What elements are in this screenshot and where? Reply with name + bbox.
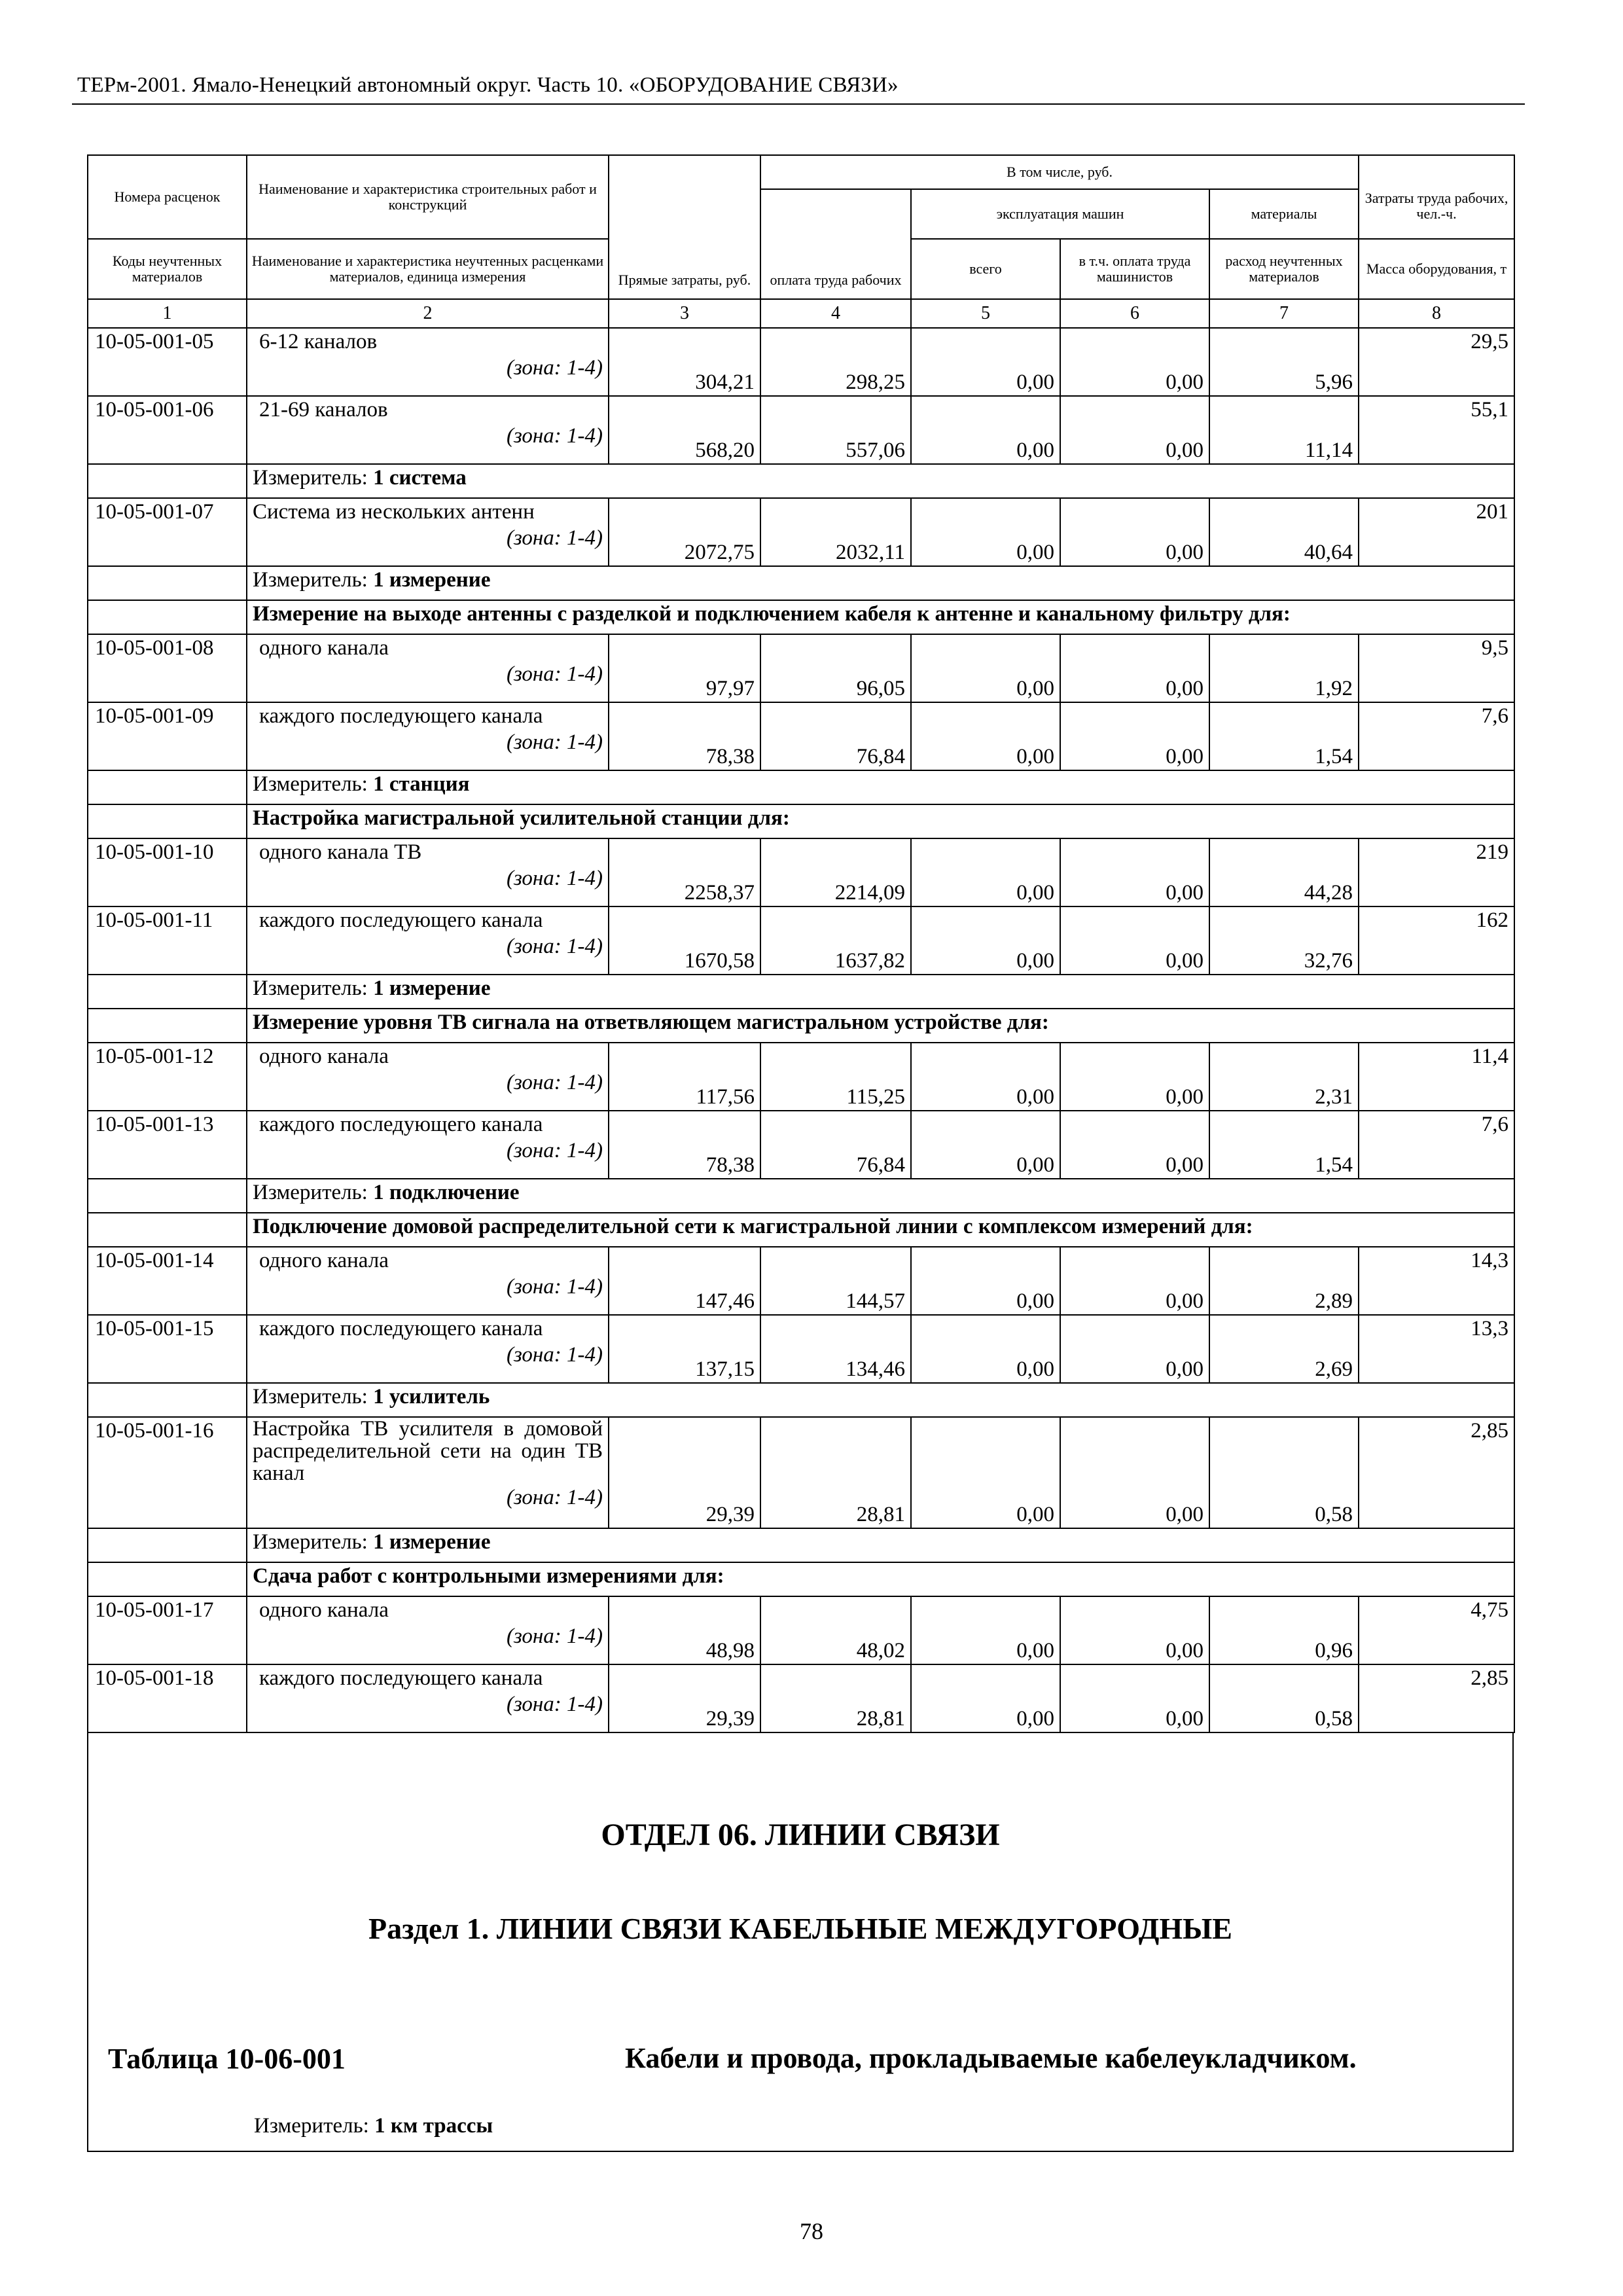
zone-label: (зона: 1-4) [506, 730, 603, 754]
value-mach-wage: 0,00 [1060, 328, 1209, 396]
value-mach-wage: 0,00 [1060, 1111, 1209, 1179]
meter-value: 1 измерение [373, 1530, 491, 1554]
col-codes-header: Коды неучтенных материалов [88, 239, 247, 299]
col-number: 7 [1209, 299, 1359, 328]
work-name-cell [247, 906, 609, 975]
meter-cell [247, 1179, 1514, 1213]
value-total: 0,00 [911, 1111, 1060, 1179]
meter-row [88, 1528, 1514, 1562]
value-materials: 0,58 [1209, 1417, 1359, 1528]
group-spacer [88, 600, 247, 634]
value-wage: 115,25 [760, 1043, 911, 1111]
meter-value: 1 станция [373, 772, 470, 796]
value-labor: 9,5 [1359, 634, 1514, 702]
work-name-cell [247, 498, 609, 566]
work-name-cell [247, 634, 609, 702]
value-materials: 2,89 [1209, 1247, 1359, 1315]
work-name: каждого последующего канала [259, 908, 543, 932]
group-heading-row [88, 804, 1514, 838]
meter-row [88, 770, 1514, 804]
meter-label: Измеритель: [253, 977, 368, 1000]
col-total-header: всего [911, 239, 1060, 299]
rate-code: 10-05-001-10 [88, 838, 247, 906]
meter-value: 1 измерение [373, 977, 491, 1000]
work-name: одного канала [259, 1249, 389, 1272]
table-row [88, 328, 1514, 396]
rate-code: 10-05-001-09 [88, 702, 247, 770]
col-number: 8 [1359, 299, 1514, 328]
meter-cell [247, 566, 1514, 600]
col-mat-use-header: расход неучтенных материалов [1209, 239, 1359, 299]
table-row [88, 396, 1514, 464]
meter-cell [247, 1528, 1514, 1562]
value-wage: 28,81 [760, 1417, 911, 1528]
value-wage: 2214,09 [760, 838, 911, 906]
meter-value: 1 усилитель [373, 1385, 490, 1408]
value-total: 0,00 [911, 328, 1060, 396]
meter-cell [247, 975, 1514, 1009]
work-name-cell [247, 1043, 609, 1111]
group-spacer [88, 1213, 247, 1247]
value-materials: 0,96 [1209, 1596, 1359, 1664]
value-materials: 32,76 [1209, 906, 1359, 975]
value-wage: 28,81 [760, 1664, 911, 1732]
work-name-cell [247, 1596, 609, 1664]
value-mach-wage: 0,00 [1060, 1315, 1209, 1383]
table-row [88, 1111, 1514, 1179]
meter-label: Измеритель: [253, 1530, 368, 1554]
table-row [88, 906, 1514, 975]
value-mach-wage: 0,00 [1060, 396, 1209, 464]
value-mach-wage: 0,00 [1060, 1596, 1209, 1664]
work-name: каждого последующего канала [259, 1317, 543, 1340]
value-wage: 76,84 [760, 702, 911, 770]
value-direct: 117,56 [609, 1043, 760, 1111]
table-row [88, 1596, 1514, 1664]
value-wage: 1637,82 [760, 906, 911, 975]
meter-cell [247, 464, 1514, 498]
value-direct: 2072,75 [609, 498, 760, 566]
meter-label: Измеритель: [254, 2114, 369, 2138]
meter-spacer [88, 1383, 247, 1417]
header-row-1 [88, 155, 1514, 189]
rate-code: 10-05-001-08 [88, 634, 247, 702]
col-mass-header: Масса оборудования, т [1359, 239, 1514, 299]
meter-row [88, 1179, 1514, 1213]
meter-value: 1 подключение [373, 1181, 520, 1204]
value-mach-wage: 0,00 [1060, 838, 1209, 906]
col-direct-header: Прямые затраты, руб. [609, 155, 760, 299]
department-heading: ОТДЕЛ 06. ЛИНИИ СВЯЗИ [601, 1818, 1000, 1852]
zone-label: (зона: 1-4) [506, 356, 603, 380]
col-name-header: Наименование и характеристика строительных работ и конструкций [247, 155, 609, 239]
value-direct: 304,21 [609, 328, 760, 396]
meter-spacer [88, 464, 247, 498]
work-name: одного канала [259, 1045, 389, 1068]
zone-label: (зона: 1-4) [506, 1486, 603, 1509]
work-name-cell [247, 838, 609, 906]
work-name: Система из нескольких антенн [253, 500, 535, 524]
meter-spacer [88, 770, 247, 804]
meter-spacer [88, 1528, 247, 1562]
page-header-title: ТЕРм-2001. Ямало-Ненецкий автономный округ. Часть 10. «ОБОРУДОВАНИЕ СВЯЗИ» [77, 73, 899, 97]
meter-spacer [88, 566, 247, 600]
rate-code: 10-05-001-13 [88, 1111, 247, 1179]
value-direct: 1670,58 [609, 906, 760, 975]
value-mach-wage: 0,00 [1060, 1664, 1209, 1732]
meter-cell [247, 770, 1514, 804]
zone-label: (зона: 1-4) [506, 662, 603, 686]
column-numbers-row [88, 299, 1514, 328]
table-row [88, 702, 1514, 770]
work-name-cell [247, 1111, 609, 1179]
value-labor: 201 [1359, 498, 1514, 566]
table-row [88, 498, 1514, 566]
col-machines-header: эксплуатация машин [911, 189, 1209, 239]
value-wage: 144,57 [760, 1247, 911, 1315]
value-mach-wage: 0,00 [1060, 1417, 1209, 1528]
value-labor: 7,6 [1359, 702, 1514, 770]
value-direct: 137,15 [609, 1315, 760, 1383]
rate-code: 10-05-001-14 [88, 1247, 247, 1315]
value-direct: 48,98 [609, 1596, 760, 1664]
meter-spacer [88, 1179, 247, 1213]
value-total: 0,00 [911, 1417, 1060, 1528]
group-heading: Измерение на выходе антенны с разделкой и подключением кабеля к антенне и канальному фильтру для: [247, 600, 1514, 634]
value-materials: 5,96 [1209, 328, 1359, 396]
meter-label: Измеритель: [253, 772, 368, 796]
group-heading: Сдача работ с контрольными измерениями для: [247, 1562, 1514, 1596]
col-mat-name-header: Наименование и характеристика неучтенных расценками материалов, единица измерения [247, 239, 609, 299]
value-total: 0,00 [911, 634, 1060, 702]
col-number: 1 [88, 299, 247, 328]
header-rule [72, 103, 1525, 105]
table-row [88, 1417, 1514, 1528]
work-name: каждого последующего канала [259, 704, 543, 728]
table-row [88, 1664, 1514, 1732]
table-row [88, 1043, 1514, 1111]
col-number: 4 [760, 299, 911, 328]
work-name-cell [247, 1417, 609, 1528]
zone-label: (зона: 1-4) [506, 1343, 603, 1367]
zone-label: (зона: 1-4) [506, 526, 603, 550]
value-wage: 2032,11 [760, 498, 911, 566]
value-materials: 44,28 [1209, 838, 1359, 906]
zone-label: (зона: 1-4) [506, 1624, 603, 1648]
work-name-cell [247, 396, 609, 464]
group-spacer [88, 804, 247, 838]
meter-row [88, 566, 1514, 600]
work-name-cell [247, 1315, 609, 1383]
value-direct: 29,39 [609, 1417, 760, 1528]
rate-code: 10-05-001-16 [88, 1417, 247, 1528]
rate-code: 10-05-001-15 [88, 1315, 247, 1383]
meter-value: 1 км трассы [374, 2114, 493, 2138]
value-materials: 1,92 [1209, 634, 1359, 702]
value-total: 0,00 [911, 838, 1060, 906]
value-materials: 0,58 [1209, 1664, 1359, 1732]
work-name: Настройка ТВ усилителя в домовой распределительной сети на один ТВ канал [253, 1417, 603, 1485]
value-total: 0,00 [911, 396, 1060, 464]
value-total: 0,00 [911, 1596, 1060, 1664]
value-materials: 1,54 [1209, 1111, 1359, 1179]
work-name: каждого последующего канала [259, 1113, 543, 1136]
value-labor: 55,1 [1359, 396, 1514, 464]
col-number: 5 [911, 299, 1060, 328]
value-wage: 76,84 [760, 1111, 911, 1179]
zone-label: (зона: 1-4) [506, 1693, 603, 1716]
group-spacer [88, 1009, 247, 1043]
col-number: 2 [247, 299, 609, 328]
work-name-cell [247, 1664, 609, 1732]
value-materials: 2,69 [1209, 1315, 1359, 1383]
zone-label: (зона: 1-4) [506, 1275, 603, 1299]
col-mach-wage-header: в т.ч. оплата труда машинистов [1060, 239, 1209, 299]
rate-code: 10-05-001-17 [88, 1596, 247, 1664]
work-name: одного канала ТВ [259, 840, 422, 864]
section-heading: Раздел 1. ЛИНИИ СВЯЗИ КАБЕЛЬНЫЕ МЕЖДУГОРОДНЫЕ [368, 1912, 1232, 1945]
work-name: одного канала [259, 636, 389, 660]
meter-cell [247, 1383, 1514, 1417]
meter-value: 1 система [373, 466, 467, 490]
col-rate-no-header: Номера расценок [88, 155, 247, 239]
value-direct: 147,46 [609, 1247, 760, 1315]
work-name: 21-69 каналов [259, 398, 388, 422]
value-materials: 2,31 [1209, 1043, 1359, 1111]
col-number: 3 [609, 299, 760, 328]
table-row [88, 1247, 1514, 1315]
col-wage-header: оплата труда рабочих [760, 189, 911, 299]
value-direct: 97,97 [609, 634, 760, 702]
work-name: одного канала [259, 1598, 389, 1622]
value-labor: 219 [1359, 838, 1514, 906]
value-wage: 48,02 [760, 1596, 911, 1664]
value-labor: 162 [1359, 906, 1514, 975]
meter-label: Измеритель: [253, 1385, 368, 1408]
value-total: 0,00 [911, 702, 1060, 770]
group-heading: Измерение уровня ТВ сигнала на ответвляющем магистральном устройстве для: [247, 1009, 1514, 1043]
zone-label: (зона: 1-4) [506, 935, 603, 958]
col-incl-header: В том числе, руб. [760, 155, 1359, 189]
rate-code: 10-05-001-18 [88, 1664, 247, 1732]
meter-label: Измеритель: [253, 568, 368, 592]
zone-label: (зона: 1-4) [506, 424, 603, 448]
value-labor: 13,3 [1359, 1315, 1514, 1383]
group-heading-row [88, 600, 1514, 634]
value-mach-wage: 0,00 [1060, 1043, 1209, 1111]
meter-value: 1 измерение [373, 568, 491, 592]
group-heading-row [88, 1009, 1514, 1043]
value-mach-wage: 0,00 [1060, 634, 1209, 702]
value-labor: 2,85 [1359, 1417, 1514, 1528]
value-direct: 2258,37 [609, 838, 760, 906]
work-name: 6-12 каналов [259, 330, 378, 353]
value-materials: 11,14 [1209, 396, 1359, 464]
value-direct: 568,20 [609, 396, 760, 464]
zone-label: (зона: 1-4) [506, 867, 603, 890]
table-row [88, 1315, 1514, 1383]
value-total: 0,00 [911, 1315, 1060, 1383]
meter-row [88, 1383, 1514, 1417]
value-wage: 557,06 [760, 396, 911, 464]
group-heading: Настройка магистральной усилительной станции для: [247, 804, 1514, 838]
value-materials: 1,54 [1209, 702, 1359, 770]
col-materials-header: материалы [1209, 189, 1359, 239]
value-labor: 11,4 [1359, 1043, 1514, 1111]
value-mach-wage: 0,00 [1060, 1247, 1209, 1315]
page-number: 78 [800, 2218, 823, 2244]
value-total: 0,00 [911, 1247, 1060, 1315]
value-direct: 29,39 [609, 1664, 760, 1732]
value-labor: 7,6 [1359, 1111, 1514, 1179]
value-total: 0,00 [911, 498, 1060, 566]
table-title: Кабели и провода, прокладываемые кабелеукладчиком. [625, 2042, 1357, 2074]
rate-code: 10-05-001-05 [88, 328, 247, 396]
value-labor: 14,3 [1359, 1247, 1514, 1315]
zone-label: (зона: 1-4) [506, 1139, 603, 1162]
zone-label: (зона: 1-4) [506, 1071, 603, 1094]
value-total: 0,00 [911, 1043, 1060, 1111]
col-number: 6 [1060, 299, 1209, 328]
meter-row [88, 975, 1514, 1009]
rate-code: 10-05-001-12 [88, 1043, 247, 1111]
work-name: каждого последующего канала [259, 1666, 543, 1690]
rate-code: 10-05-001-07 [88, 498, 247, 566]
work-name-cell [247, 702, 609, 770]
table-meter [254, 2114, 493, 2138]
meter-row [88, 464, 1514, 498]
group-heading-row [88, 1213, 1514, 1247]
value-wage: 298,25 [760, 328, 911, 396]
table-number: Таблица 10-06-001 [108, 2043, 346, 2075]
value-mach-wage: 0,00 [1060, 498, 1209, 566]
value-labor: 29,5 [1359, 328, 1514, 396]
rate-code: 10-05-001-06 [88, 396, 247, 464]
value-direct: 78,38 [609, 1111, 760, 1179]
work-name-cell [247, 328, 609, 396]
value-mach-wage: 0,00 [1060, 906, 1209, 975]
rates-table [87, 154, 1515, 1733]
table-row [88, 634, 1514, 702]
value-labor: 2,85 [1359, 1664, 1514, 1732]
value-labor: 4,75 [1359, 1596, 1514, 1664]
group-spacer [88, 1562, 247, 1596]
value-total: 0,00 [911, 1664, 1060, 1732]
value-materials: 40,64 [1209, 498, 1359, 566]
group-heading: Подключение домовой распределительной сети к магистральной линии с комплексом измерений для: [247, 1213, 1514, 1247]
col-labor-header: Затраты труда рабочих, чел.-ч. [1359, 155, 1514, 239]
group-heading-row [88, 1562, 1514, 1596]
value-wage: 96,05 [760, 634, 911, 702]
value-wage: 134,46 [760, 1315, 911, 1383]
table-row [88, 838, 1514, 906]
value-mach-wage: 0,00 [1060, 702, 1209, 770]
value-total: 0,00 [911, 906, 1060, 975]
value-direct: 78,38 [609, 702, 760, 770]
meter-label: Измеритель: [253, 1181, 368, 1204]
work-name-cell [247, 1247, 609, 1315]
meter-spacer [88, 975, 247, 1009]
meter-label: Измеритель: [253, 466, 368, 490]
rate-code: 10-05-001-11 [88, 906, 247, 975]
